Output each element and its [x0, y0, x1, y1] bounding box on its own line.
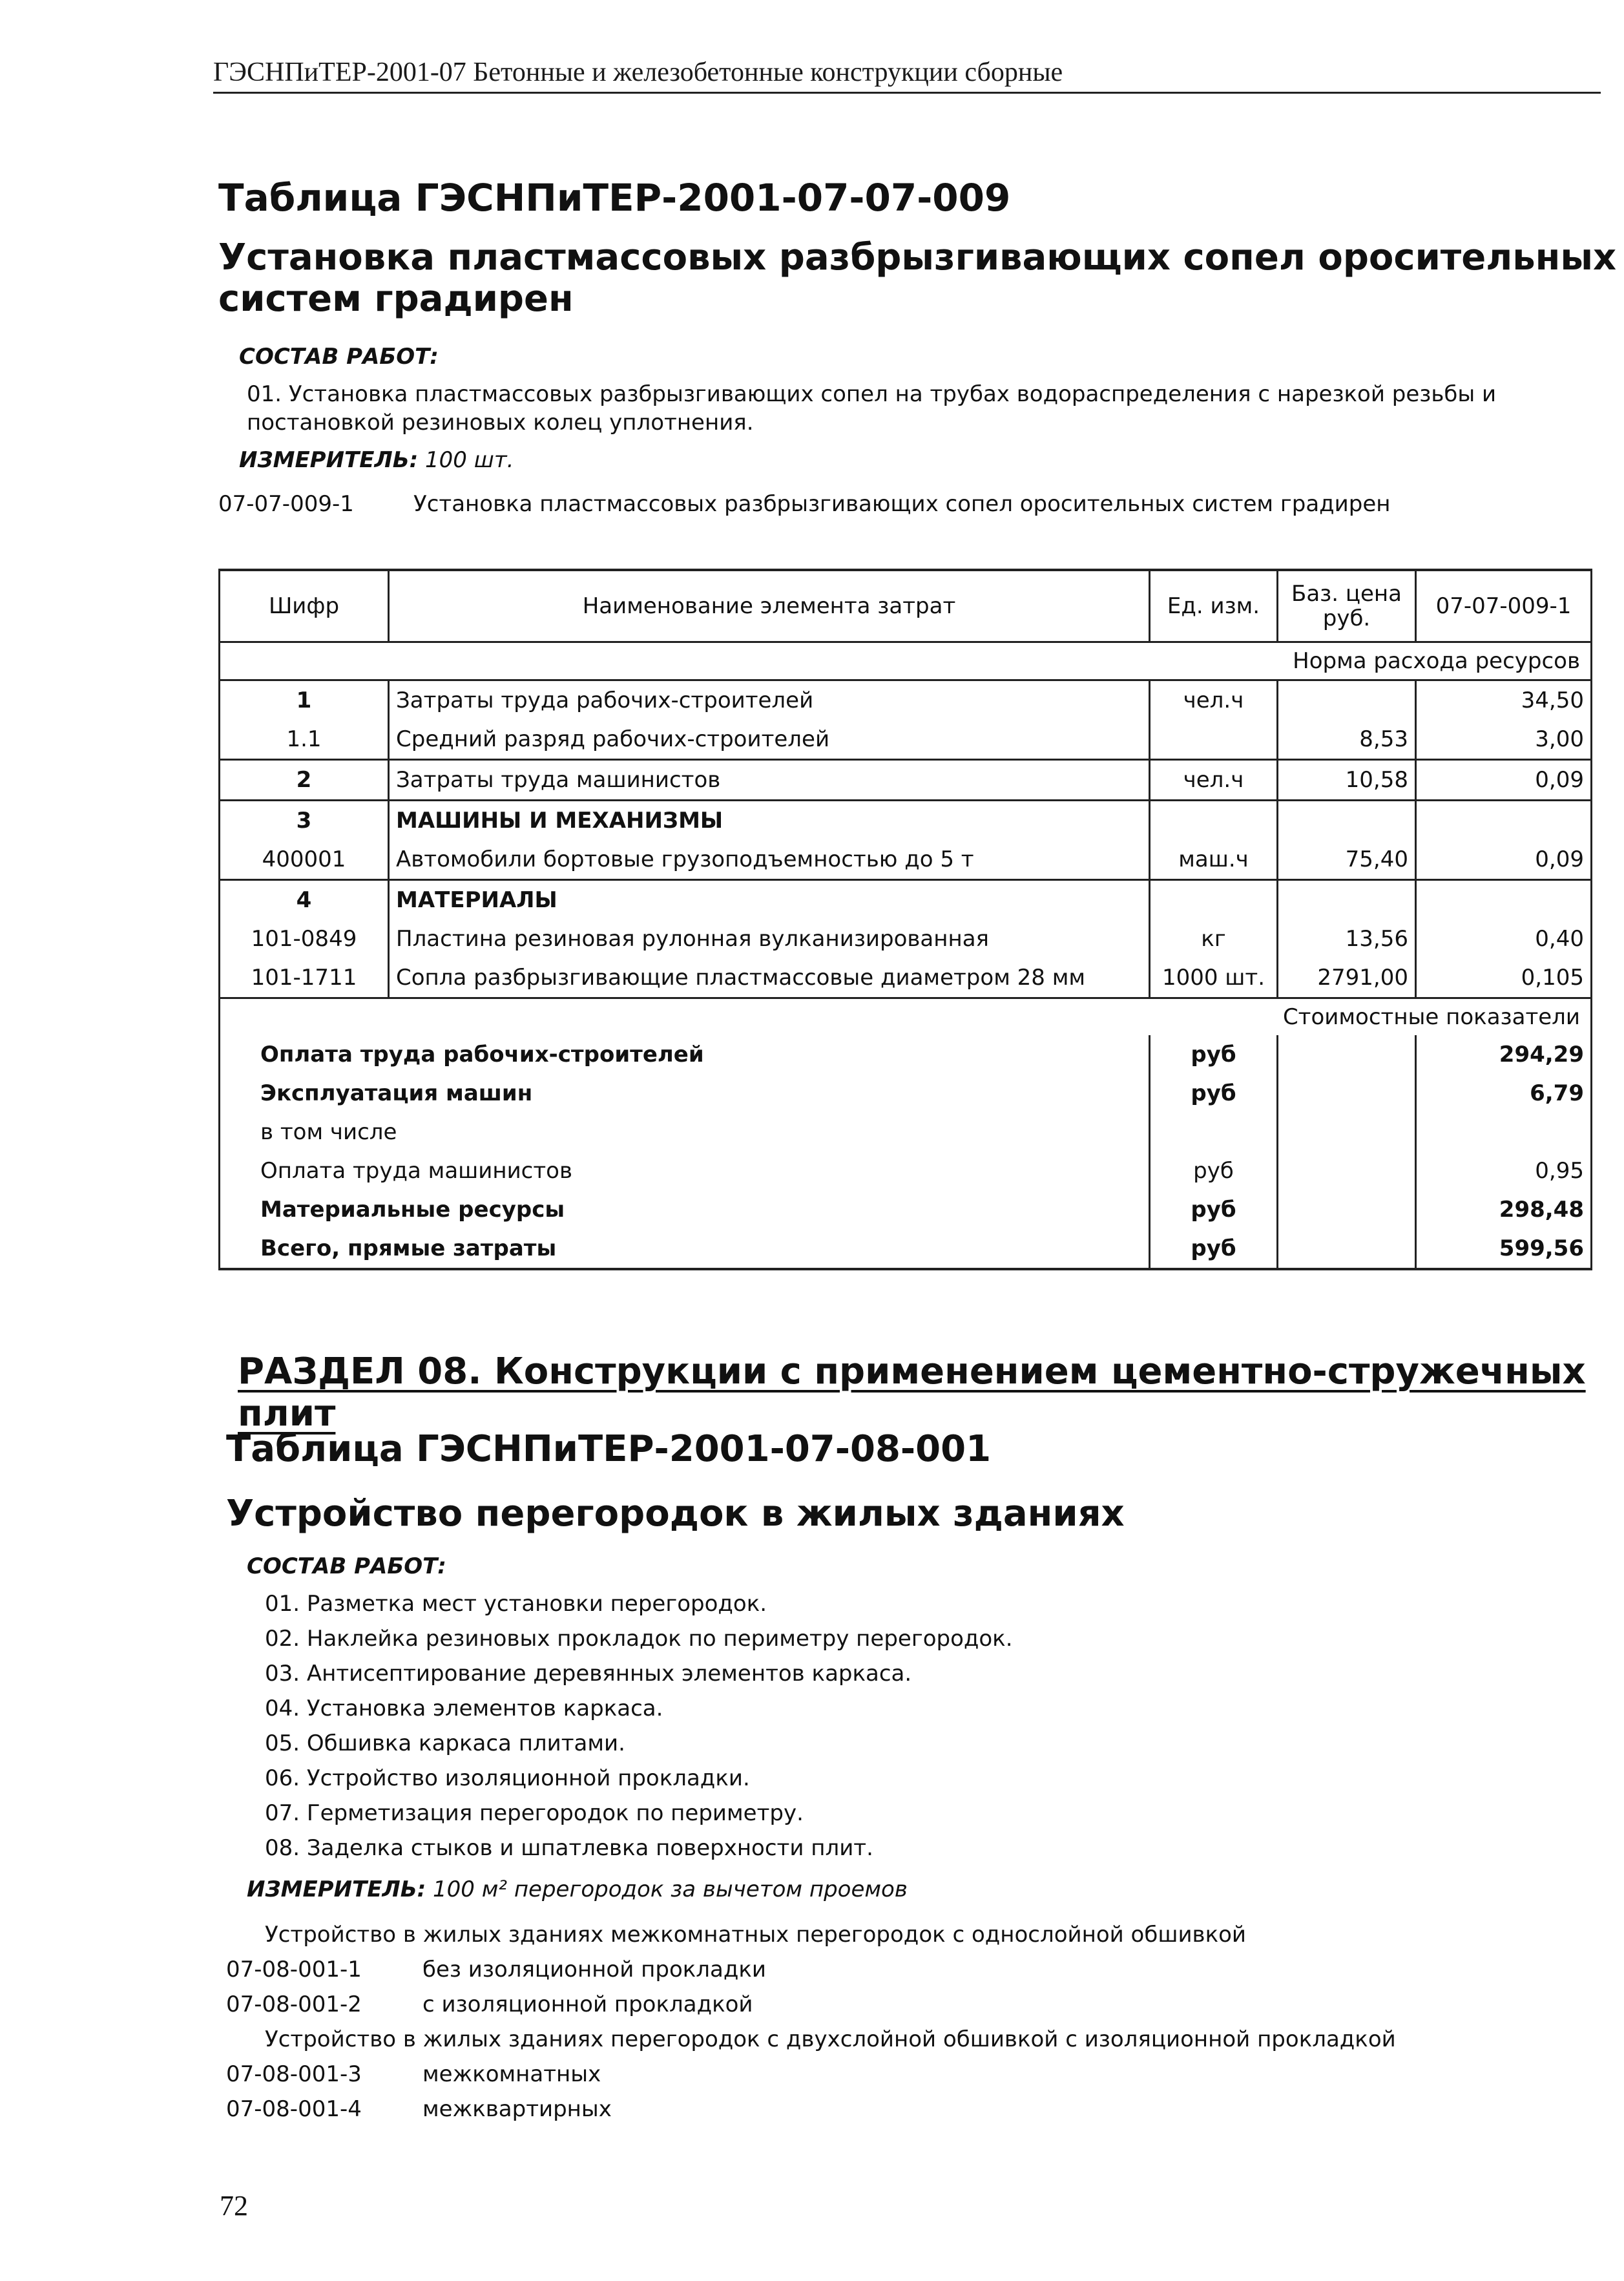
- section-title: РАЗДЕЛ 08. Конструкции с применением цементно-стружечных плит: [238, 1351, 1586, 1435]
- cost-value: 0,95: [1416, 1151, 1592, 1190]
- cost-value: 6,79: [1416, 1074, 1592, 1113]
- table1-work-label: СОСТАВ РАБОТ:: [239, 344, 439, 370]
- table2-measure-label: ИЗМЕРИТЕЛЬ:: [247, 1876, 426, 1902]
- cost-unit: руб: [1150, 1035, 1278, 1074]
- table2-measure-value: 100 м² перегородок за вычетом проемов: [433, 1876, 908, 1902]
- table1-measure-value: 100 шт.: [425, 447, 514, 473]
- item-code: 07-08-001-2: [226, 1992, 362, 2017]
- item-code: 07-08-001-3: [226, 2061, 362, 2087]
- work-item: 08. Заделка стыков и шпатлевка поверхности плит.: [265, 1835, 873, 1861]
- cost-value: 599,56: [1416, 1229, 1592, 1269]
- item-code: 07-08-001-1: [226, 1957, 362, 1982]
- table2-title: Таблица ГЭСНПиТЕР-2001-07-08-001: [226, 1428, 992, 1470]
- cost-name: Оплата труда машинистов: [220, 1151, 1150, 1190]
- row-unit: кг: [1150, 920, 1278, 958]
- cost-name: в том числе: [220, 1113, 1150, 1151]
- work-item: 01. Разметка мест установки перегородок.: [265, 1591, 767, 1617]
- table1-code-desc: Установка пластмассовых разбрызгивающих сопел оросительных систем градирен: [413, 491, 1391, 517]
- norm-caption: Норма расхода ресурсов: [220, 642, 1592, 680]
- row-norm: 34,50: [1416, 680, 1592, 720]
- row-norm: [1416, 880, 1592, 920]
- row-price: [1278, 880, 1416, 920]
- header-unit: Ед. изм.: [1150, 570, 1278, 642]
- cost-row: [220, 1074, 1592, 1113]
- row-price: 2791,00: [1278, 958, 1416, 998]
- table-row: [220, 958, 1592, 998]
- row-code: 101-1711: [220, 958, 389, 998]
- cost-name: Всего, прямые затраты: [220, 1229, 1150, 1269]
- table-row: [220, 920, 1592, 958]
- table2-group1: Устройство в жилых зданиях межкомнатных перегородок с однослойной обшивкой: [265, 1922, 1247, 1948]
- row-code: 3: [220, 801, 389, 841]
- cost-row: [220, 1035, 1592, 1074]
- row-price: [1278, 680, 1416, 720]
- table-header-row: [220, 570, 1592, 642]
- header-price: Баз. цена руб.: [1278, 570, 1416, 642]
- table-row: [220, 720, 1592, 760]
- row-price: 13,56: [1278, 920, 1416, 958]
- table1-work-line1: 01. Установка пластмассовых разбрызгивающих сопел на трубах водораспределения с нарезкой резьбы и: [247, 381, 1497, 407]
- running-header: ГЭСНПиТЕР-2001-07 Бетонные и железобетонные конструкции сборные: [213, 58, 1063, 87]
- cost-unit: руб: [1150, 1190, 1278, 1229]
- row-norm: 3,00: [1416, 720, 1592, 760]
- item-desc: с изоляционной прокладкой: [422, 1992, 753, 2017]
- cost-value: 294,29: [1416, 1035, 1592, 1074]
- row-unit: [1150, 880, 1278, 920]
- cost-row: [220, 1229, 1592, 1269]
- cost-name: Эксплуатация машин: [220, 1074, 1150, 1113]
- row-code: 101-0849: [220, 920, 389, 958]
- work-item: 05. Обшивка каркаса плитами.: [265, 1730, 625, 1756]
- cost-unit: [1150, 1113, 1278, 1151]
- work-item: 03. Антисептирование деревянных элементов каркаса.: [265, 1661, 912, 1687]
- row-price: 8,53: [1278, 720, 1416, 760]
- header-name: Наименование элемента затрат: [389, 570, 1150, 642]
- cost-row: [220, 1151, 1592, 1190]
- cost-row: [220, 1113, 1592, 1151]
- table2-name: Устройство перегородок в жилых зданиях: [226, 1493, 1125, 1535]
- row-code: 2: [220, 760, 389, 801]
- header-code: Шифр: [220, 570, 389, 642]
- table1-name-line2: систем градирен: [218, 278, 574, 320]
- row-unit: чел.ч: [1150, 760, 1278, 801]
- cost-name: Оплата труда рабочих-строителей: [220, 1035, 1150, 1074]
- row-unit: [1150, 801, 1278, 841]
- row-code: 4: [220, 880, 389, 920]
- header-rule: [213, 92, 1601, 94]
- table1-title: Таблица ГЭСНПиТЕР-2001-07-07-009: [218, 176, 1011, 220]
- table-row: [220, 840, 1592, 880]
- table-row: [220, 880, 1592, 920]
- resources-table: [218, 569, 1592, 1270]
- row-name: Затраты труда машинистов: [389, 760, 1150, 801]
- table2-work-label: СОСТАВ РАБОТ:: [247, 1553, 446, 1579]
- cost-row: [220, 1190, 1592, 1229]
- table2-measure: [247, 1876, 908, 1902]
- row-name: Автомобили бортовые грузоподъемностью до 5 т: [389, 840, 1150, 880]
- table1-code-ref: 07-07-009-1: [218, 491, 354, 517]
- table-row: [220, 760, 1592, 801]
- table1-measure-label: ИЗМЕРИТЕЛЬ:: [239, 447, 419, 473]
- page-number: 72: [220, 2190, 248, 2222]
- item-desc: без изоляционной прокладки: [422, 1957, 766, 1982]
- cost-value: [1416, 1113, 1592, 1151]
- cost-name: Материальные ресурсы: [220, 1190, 1150, 1229]
- table1-name-line1: Установка пластмассовых разбрызгивающих сопел оросительных: [218, 237, 1617, 279]
- item-code: 07-08-001-4: [226, 2096, 362, 2122]
- row-norm: 0,105: [1416, 958, 1592, 998]
- row-code: 400001: [220, 840, 389, 880]
- row-unit: маш.ч: [1150, 840, 1278, 880]
- item-desc: межкомнатных: [422, 2061, 601, 2087]
- row-code: 1.1: [220, 720, 389, 760]
- table1-measure: [239, 447, 514, 473]
- row-price: [1278, 801, 1416, 841]
- row-name: Средний разряд рабочих-строителей: [389, 720, 1150, 760]
- cost-caption: Стоимостные показатели: [220, 998, 1592, 1036]
- cost-value: 298,48: [1416, 1190, 1592, 1229]
- table1-work-line2: постановкой резиновых колец уплотнения.: [247, 410, 754, 436]
- cost-unit: руб: [1150, 1074, 1278, 1113]
- row-name: МАШИНЫ И МЕХАНИЗМЫ: [389, 801, 1150, 841]
- row-unit: [1150, 720, 1278, 760]
- norm-caption-row: [220, 642, 1592, 680]
- row-name: Пластина резиновая рулонная вулканизированная: [389, 920, 1150, 958]
- row-name: Сопла разбрызгивающие пластмассовые диаметром 28 мм: [389, 958, 1150, 998]
- row-norm: 0,09: [1416, 840, 1592, 880]
- row-norm: 0,40: [1416, 920, 1592, 958]
- row-norm: [1416, 801, 1592, 841]
- row-unit: чел.ч: [1150, 680, 1278, 720]
- row-price: 75,40: [1278, 840, 1416, 880]
- work-item: 06. Устройство изоляционной прокладки.: [265, 1765, 750, 1791]
- row-unit: 1000 шт.: [1150, 958, 1278, 998]
- work-item: 04. Установка элементов каркаса.: [265, 1696, 663, 1721]
- item-desc: межквартирных: [422, 2096, 612, 2122]
- row-code: 1: [220, 680, 389, 720]
- row-name: Затраты труда рабочих-строителей: [389, 680, 1150, 720]
- work-item: 02. Наклейка резиновых прокладок по периметру перегородок.: [265, 1626, 1013, 1652]
- table-row: [220, 680, 1592, 720]
- header-norm: 07-07-009-1: [1416, 570, 1592, 642]
- table2-group2: Устройство в жилых зданиях перегородок с двухслойной обшивкой с изоляционной прокладкой: [265, 2026, 1396, 2052]
- cost-unit: руб: [1150, 1229, 1278, 1269]
- work-item: 07. Герметизация перегородок по периметру.: [265, 1800, 804, 1826]
- row-name: МАТЕРИАЛЫ: [389, 880, 1150, 920]
- row-price: 10,58: [1278, 760, 1416, 801]
- row-norm: 0,09: [1416, 760, 1592, 801]
- cost-unit: руб: [1150, 1151, 1278, 1190]
- cost-caption-row: [220, 998, 1592, 1036]
- table-row: [220, 801, 1592, 841]
